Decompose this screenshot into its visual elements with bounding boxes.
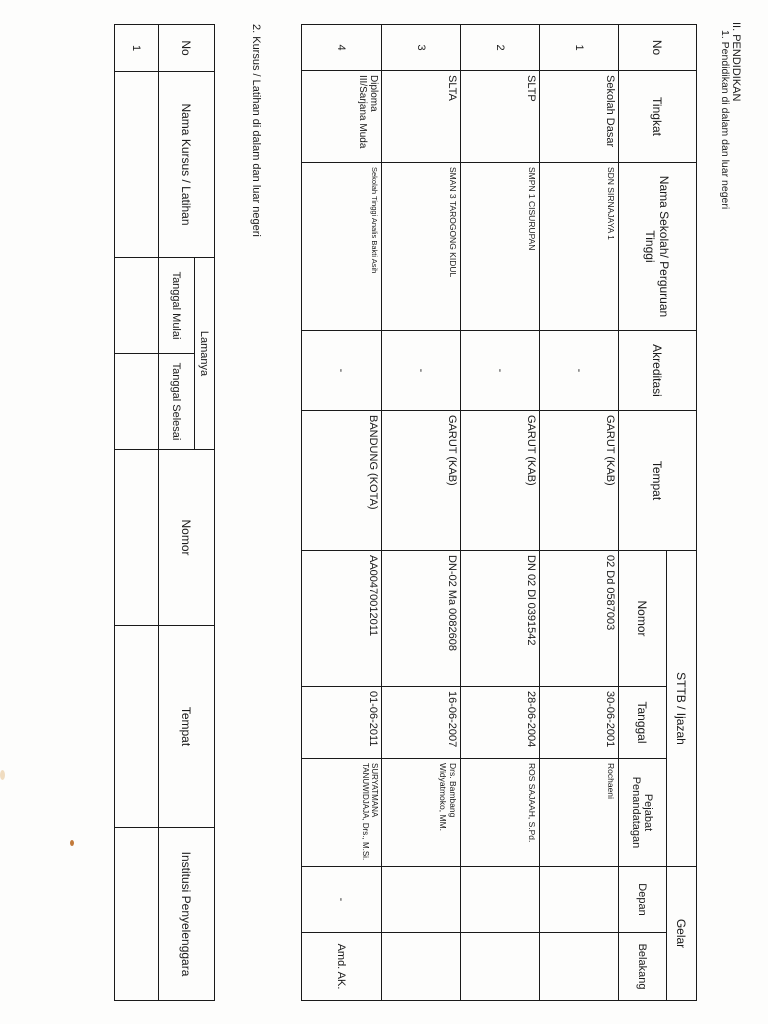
cell-pejabat: Drs. Bambang Widyatmoko, MM. — [382, 759, 461, 867]
cell-belakang — [461, 933, 540, 1001]
cell-no: 3 — [382, 25, 461, 71]
cell-belakang — [382, 933, 461, 1001]
cell-nama-kursus — [115, 72, 159, 258]
header-no: No — [159, 25, 215, 72]
cell-depan: - — [302, 867, 382, 933]
cell-belakang — [540, 933, 619, 1001]
course-subsection-title: 2. Kursus / Latihan di dalam dan luar negeri — [250, 24, 262, 237]
cell-akreditasi: - — [540, 331, 619, 411]
cell-pejabat: Rochaeni — [540, 759, 619, 867]
header-nama-kursus: Nama Kursus / Latihan — [159, 72, 215, 258]
cell-tingkat: SLTP — [461, 71, 540, 163]
cell-depan — [540, 867, 619, 933]
cell-nomor: AA00470012011 — [302, 551, 382, 687]
cell-no: 1 — [115, 25, 159, 72]
course-table — [114, 24, 215, 1001]
cell-tanggal: 30-06-2001 — [540, 687, 619, 759]
header-tempat: Tempat — [619, 411, 697, 551]
cell-akreditasi: - — [382, 331, 461, 411]
header-depan: Depan — [619, 867, 667, 933]
header-institusi: Institusi Penyelenggara — [159, 828, 215, 1001]
cell-nama-sekolah: SMPN 1 CISURUPAN — [461, 163, 540, 331]
cell-tempat: GARUT (KAB) — [461, 411, 540, 551]
cell-nama-sekolah: SDN SIRNAJAYA 1 — [540, 163, 619, 331]
header-sttb-ijazah: STTB / Ijazah — [667, 551, 697, 867]
cell-nomor — [115, 450, 159, 626]
cell-tanggal-mulai — [115, 258, 159, 354]
header-belakang: Belakang — [619, 933, 667, 1001]
cell-depan — [461, 867, 540, 933]
cell-nomor: 02 Dd 0587003 — [540, 551, 619, 687]
header-pejabat: Pejabat Penandatagan — [619, 759, 667, 867]
education-table — [301, 24, 697, 1001]
cell-tempat: GARUT (KAB) — [382, 411, 461, 551]
header-tanggal: Tanggal — [619, 687, 667, 759]
cell-depan — [382, 867, 461, 933]
cell-akreditasi: - — [461, 331, 540, 411]
cell-tanggal-selesai — [115, 354, 159, 450]
table-row — [461, 25, 540, 1001]
cell-institusi — [115, 828, 159, 1001]
cell-pejabat: SURYATMANA TANUWIDJAJA, Drs., M.Si. — [302, 759, 382, 867]
header-nomor: Nomor — [619, 551, 667, 687]
cell-tempat — [115, 626, 159, 828]
cell-nama-sekolah: SMAN 3 TAROGONG KIDUL — [382, 163, 461, 331]
header-tanggal-selesai: Tanggal Selesai — [159, 354, 195, 450]
cell-tanggal: 01-06-2011 — [302, 687, 382, 759]
header-no: No — [619, 25, 697, 71]
header-gelar: Gelar — [667, 867, 697, 1001]
cell-no: 2 — [461, 25, 540, 71]
table-row — [382, 25, 461, 1001]
cell-akreditasi: - — [302, 331, 382, 411]
cell-tingkat: Sekolah Dasar — [540, 71, 619, 163]
cell-tingkat: Diploma III/Sarjana Muda — [302, 71, 382, 163]
cell-tempat: GARUT (KAB) — [540, 411, 619, 551]
table-row — [540, 25, 619, 1001]
cell-nomor: DN 02 Dl 0391542 — [461, 551, 540, 687]
cell-tempat: BANDUNG (KOTA) — [302, 411, 382, 551]
scan-speck — [0, 770, 5, 780]
table-row — [302, 25, 382, 1001]
education-subsection-title: 1. Pendidikan di dalam dan luar negeri — [719, 30, 731, 210]
cell-no: 1 — [540, 25, 619, 71]
cell-tingkat: SLTA — [382, 71, 461, 163]
cell-pejabat: ROS SAJAAH, S.Pd. — [461, 759, 540, 867]
cell-no: 4 — [302, 25, 382, 71]
header-tingkat: Tingkat — [619, 71, 697, 163]
cell-nomor: DN-02 Ma 0082608 — [382, 551, 461, 687]
scan-speck — [70, 840, 74, 846]
header-nama-sekolah: Nama Sekolah/ Perguruan Tinggi — [619, 163, 697, 331]
header-tempat: Tempat — [159, 626, 215, 828]
cell-tanggal: 16-06-2007 — [382, 687, 461, 759]
cell-belakang: Amd. AK. — [302, 933, 382, 1001]
header-nomor: Nomor — [159, 450, 215, 626]
table-row — [115, 25, 159, 1001]
section-title: II. PENDIDIKAN — [730, 22, 742, 102]
cell-tanggal: 28-06-2004 — [461, 687, 540, 759]
header-lamanya: Lamanya — [195, 258, 215, 450]
header-tanggal-mulai: Tanggal Mulai — [159, 258, 195, 354]
cell-nama-sekolah: Sekolah Tinggi Analis Bakti Asih — [302, 163, 382, 331]
header-akreditasi: Akreditasi — [619, 331, 697, 411]
